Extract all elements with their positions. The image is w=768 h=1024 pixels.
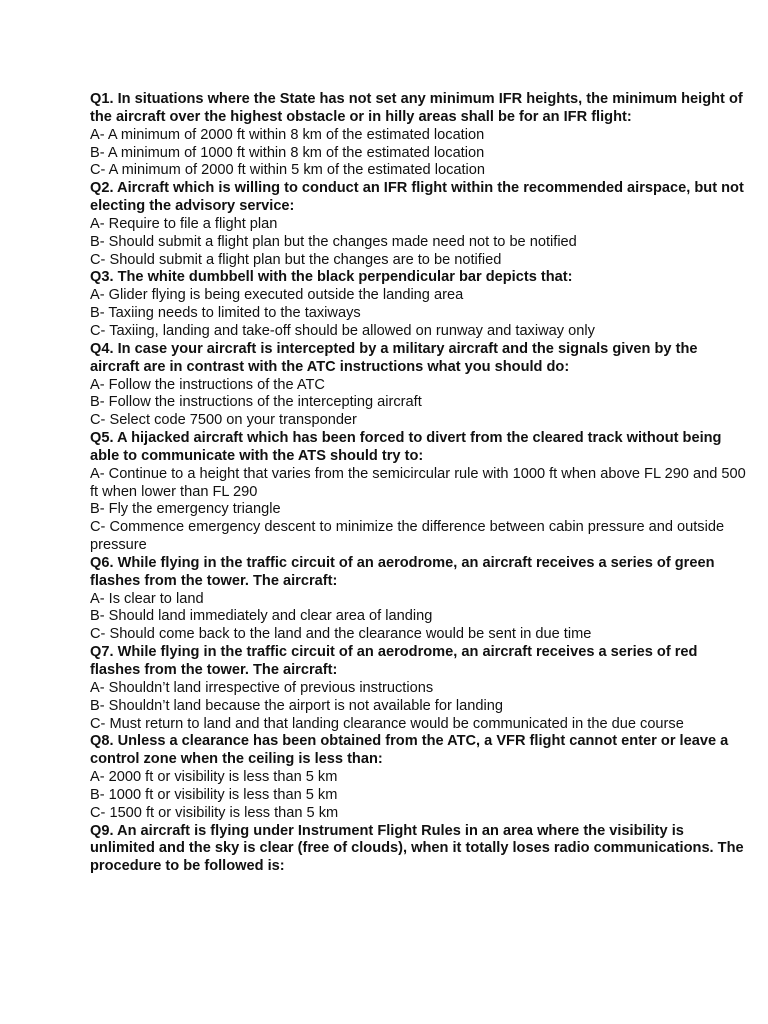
answer-option-c: C- Taxiing, landing and take-off should be allowed on runway and taxiway only <box>90 322 595 339</box>
answer-option-a: A- Is clear to land <box>90 590 204 607</box>
answer-option-c: C- 1500 ft or visibility is less than 5 km <box>90 804 339 821</box>
answer-option-a: A- Glider flying is being executed outside the landing area <box>90 287 464 304</box>
answer-option-c: C- Commence emergency descent to minimize the difference between cabin pressure and outside pressure <box>90 519 725 554</box>
question-text: Q3. The white dumbbell with the black perpendicular bar depicts that: <box>90 269 573 286</box>
question-text: Q9. An aircraft is flying under Instrument Flight Rules in an area where the visibility is unlimited and the sky is clear (free of clouds), when it totally loses radio communications. The procedure to be followed is: <box>90 822 744 875</box>
answer-option-b: B- Should land immediately and clear area of landing <box>90 608 433 625</box>
question-block-q2 <box>90 180 750 269</box>
question-text: Q2. Aircraft which is willing to conduct an IFR flight within the recommended airspace, but not electing the advisory service: <box>90 180 744 215</box>
answer-option-a: A- Continue to a height that varies from the semicircular rule with 1000 ft when above FL 290 and 500 ft when lower than FL 290 <box>90 465 746 500</box>
question-text: Q7. While flying in the traffic circuit of an aerodrome, an aircraft receives a series of red flashes from the tower. The aircraft: <box>90 644 698 678</box>
question-text: Q1. In situations where the State has not set any minimum IFR heights, the minimum height of the aircraft over the highest obstacle or in hilly areas shall be for an IFR flight: <box>90 91 743 125</box>
answer-option-a: A- Shouldn’t land irrespective of previous instructions <box>90 679 434 696</box>
question-block-q4 <box>90 341 750 430</box>
question-block-q1 <box>90 91 750 180</box>
answer-option-a: A- 2000 ft or visibility is less than 5 km <box>90 769 338 786</box>
question-block-q7 <box>90 644 750 733</box>
question-text: Q8. Unless a clearance has been obtained from the ATC, a VFR flight cannot enter or leave a control zone when the ceiling is less than: <box>90 733 729 768</box>
answer-option-c: C- Must return to land and that landing clearance would be communicated in the due course <box>90 715 684 732</box>
question-block-q9 <box>90 823 750 877</box>
answer-option-b: B- Shouldn’t land because the airport is not available for landing <box>90 697 503 714</box>
question-text: Q4. In case your aircraft is intercepted by a military aircraft and the signals given by the aircraft are in contrast with the ATC instructions what you should do: <box>90 340 698 375</box>
answer-option-a: A- Require to file a flight plan <box>90 215 278 232</box>
answer-option-a: A- A minimum of 2000 ft within 8 km of the estimated location <box>90 126 485 143</box>
answer-option-a: A- Follow the instructions of the ATC <box>90 376 325 393</box>
answer-option-b: B- 1000 ft or visibility is less than 5 km <box>90 786 338 803</box>
question-block-q8 <box>90 733 750 822</box>
answer-option-c: C- Should come back to the land and the clearance would be sent in due time <box>90 626 592 643</box>
answer-option-c: C- A minimum of 2000 ft within 5 km of the estimated location <box>90 162 486 179</box>
question-text: Q6. While flying in the traffic circuit of an aerodrome, an aircraft receives a series of green flashes from the tower. The aircraft: <box>90 554 715 589</box>
question-block-q6 <box>90 555 750 644</box>
answer-option-b: B- A minimum of 1000 ft within 8 km of the estimated location <box>90 144 485 161</box>
question-page <box>90 91 750 876</box>
answer-option-b: B- Fly the emergency triangle <box>90 501 281 518</box>
answer-option-b: B- Should submit a flight plan but the changes made need not to be notified <box>90 233 577 250</box>
answer-option-b: B- Taxiing needs to limited to the taxiways <box>90 305 361 322</box>
answer-option-b: B- Follow the instructions of the intercepting aircraft <box>90 394 422 411</box>
question-block-q3 <box>90 269 750 340</box>
question-block-q5 <box>90 430 750 555</box>
question-text: Q5. A hijacked aircraft which has been forced to divert from the cleared track without being able to communicate with the ATS should try to: <box>90 430 722 464</box>
answer-option-c: C- Should submit a flight plan but the changes are to be notified <box>90 251 502 268</box>
answer-option-c: C- Select code 7500 on your transponder <box>90 412 357 429</box>
